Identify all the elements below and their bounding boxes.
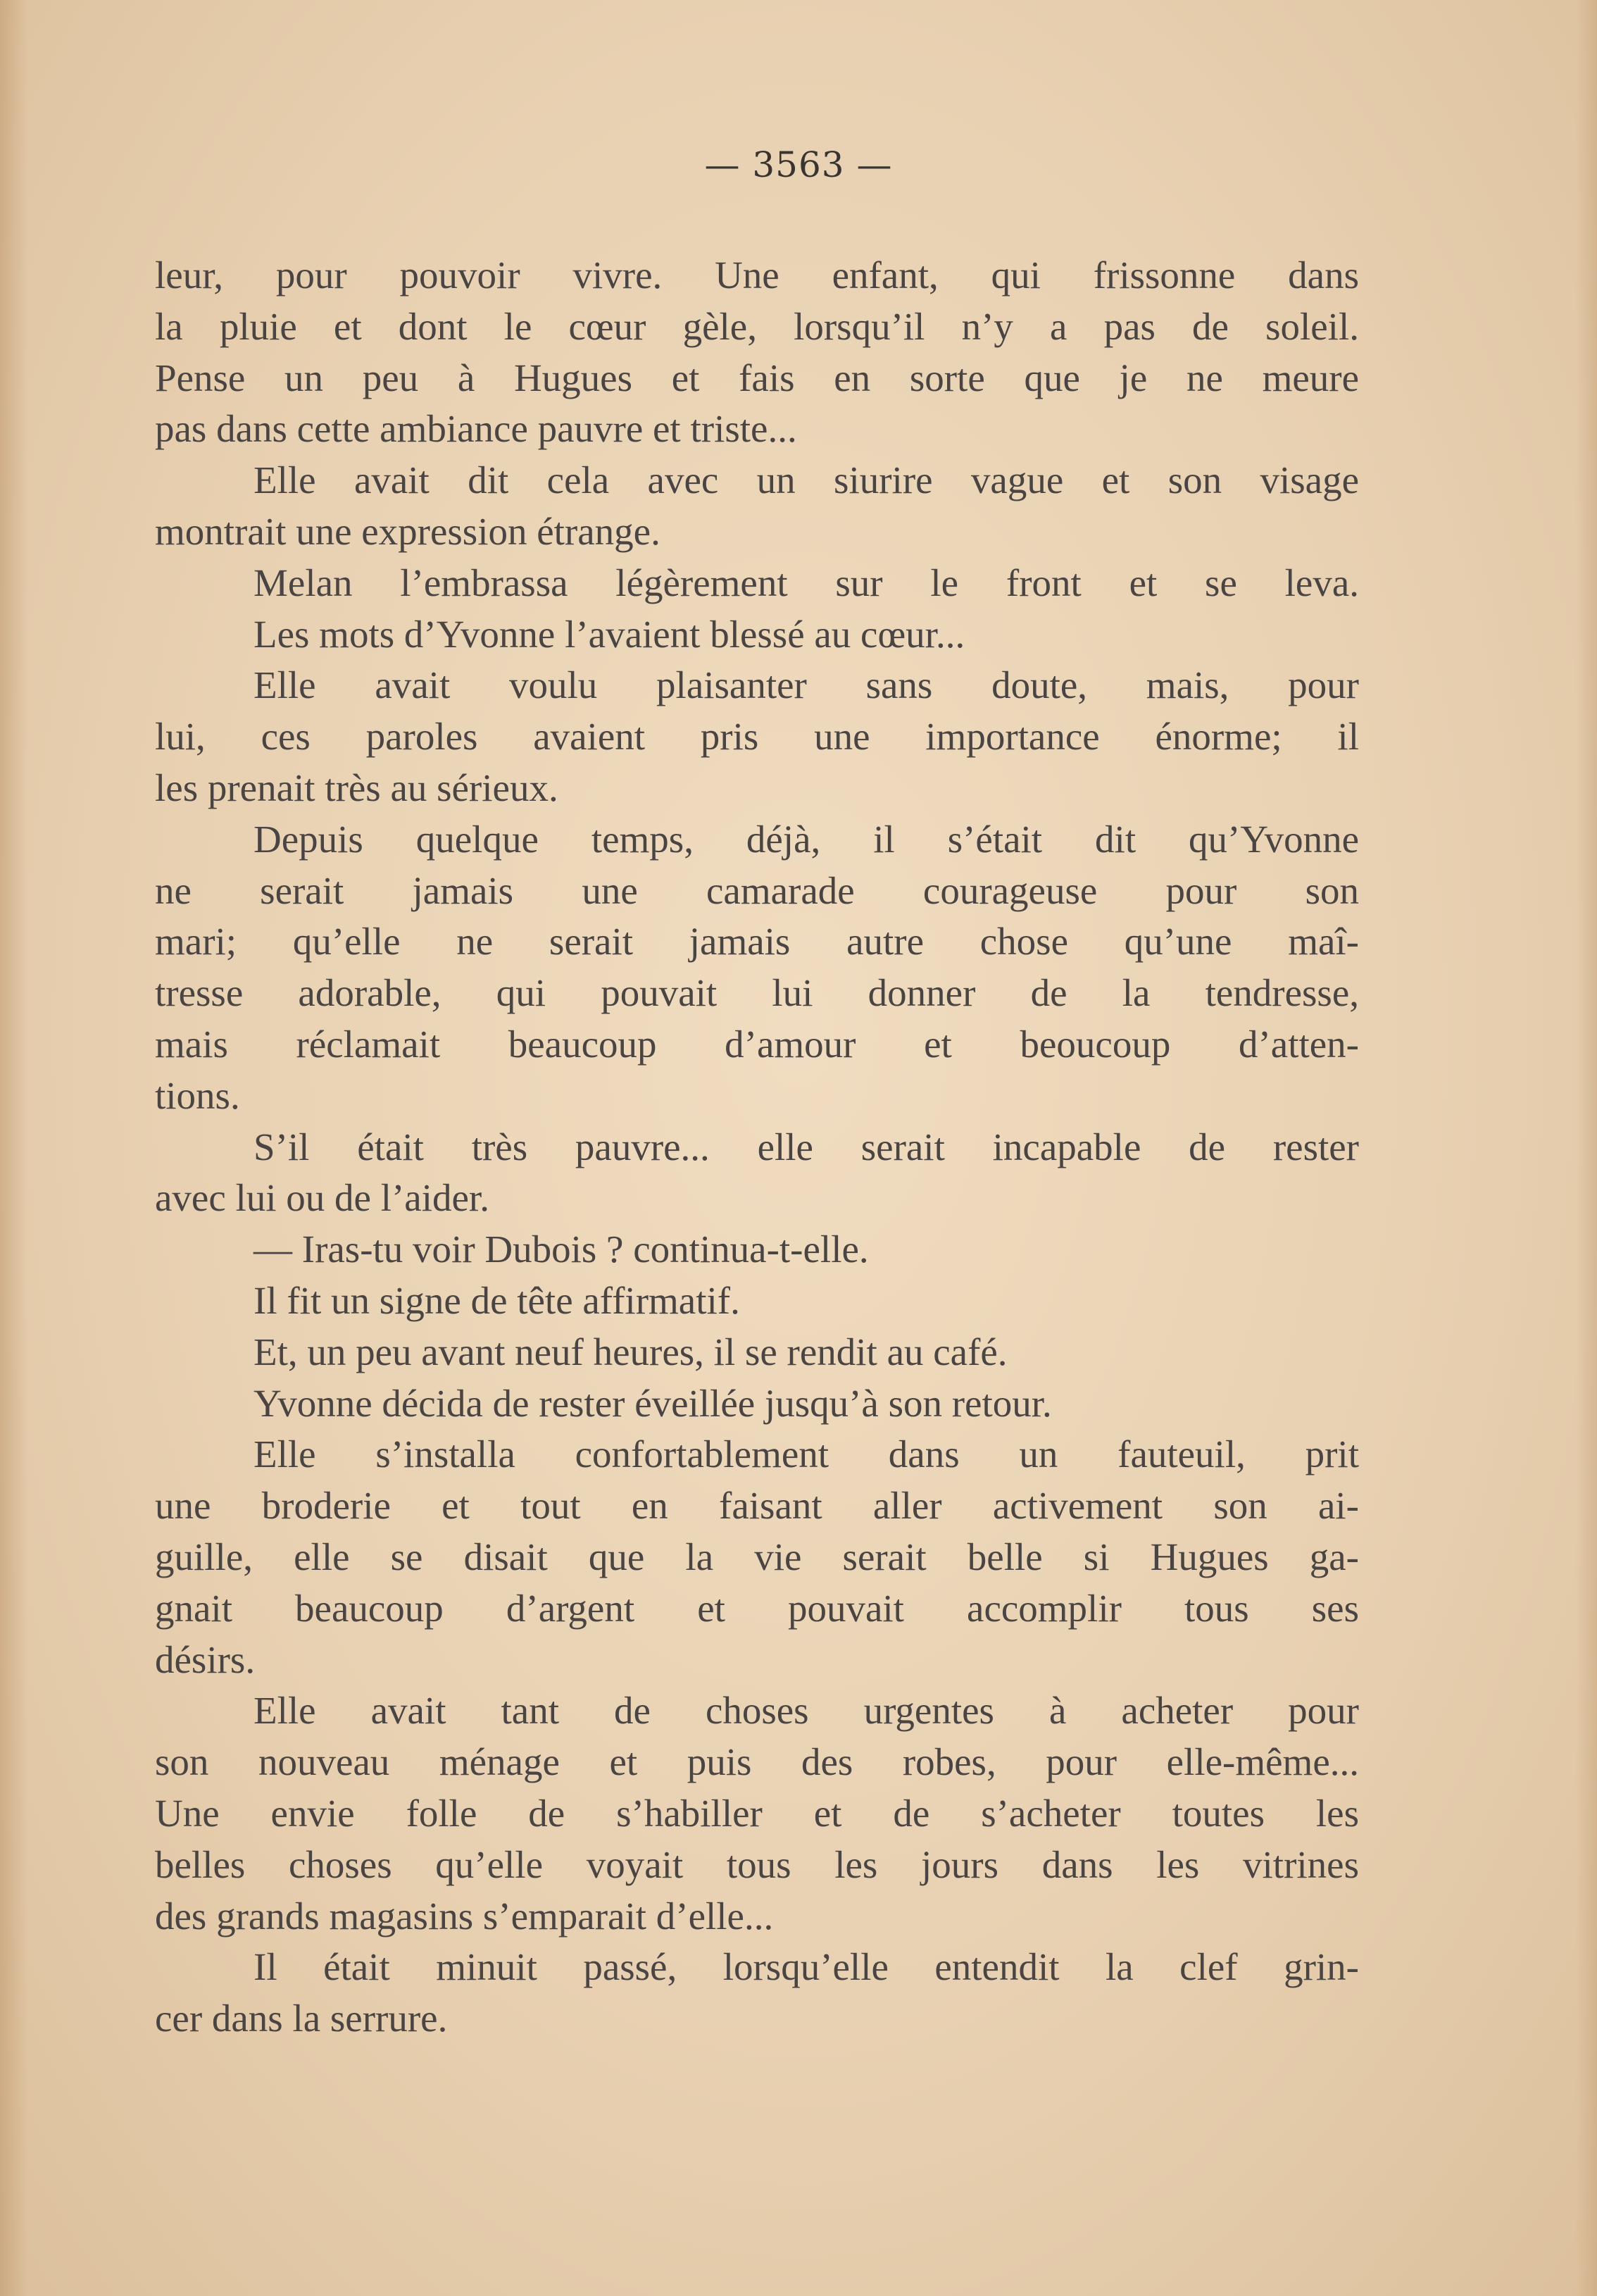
text-line: les prenait très au sérieux. [155,766,558,809]
text-line: des grands magasins s’emparait d’elle... [155,1894,774,1938]
text-line: désirs. [155,1637,256,1681]
text-line: Elle avait voulu plaisanter sans doute, mais, pour [253,663,1359,707]
text-line: belles choses qu’elle voyait tous les jours dans les vitrines [155,1842,1359,1886]
text-line: avec lui ou de l’aider. [155,1176,489,1220]
text-line: tresse adorable, qui pouvait lui donner de la tendresse, [155,971,1359,1015]
text-line: montrait une expression étrange. [155,509,660,553]
text-line: Melan l’embrassa légèrement sur le front et se leva. [253,561,1359,604]
text-line: Il fit un signe de tête affirmatif. [253,1278,740,1322]
page-number: — 3563 — [704,144,893,185]
text-line: ne serait jamais une camarade courageuse pour son [155,868,1359,912]
text-line: — Iras-tu voir Dubois ? continua-t-elle. [253,1228,869,1271]
text-line: Une envie folle de s’habiller et de s’acheter toutes les [155,1791,1359,1835]
text-line: mais réclamait beaucoup d’amour et beoucoup d’atten- [155,1022,1359,1066]
text-line: gnait beaucoup d’argent et pouvait accomplir tous ses [155,1586,1359,1630]
text-line: tions. [155,1073,240,1117]
text-line: Elle avait tant de choses urgentes à acheter pour [253,1689,1359,1733]
text-line: Elle avait dit cela avec un siurire vague et son visage [253,458,1359,502]
page-edge-shadow-right [1576,0,1597,2296]
page-edge-shadow-left [0,0,28,2296]
text-line: Et, un peu avant neuf heures, il se rendit au café. [253,1330,1008,1373]
text-line: S’il était très pauvre... elle serait incapable de rester [253,1125,1359,1168]
text-line: une broderie et tout en faisant aller activement son ai- [155,1484,1359,1528]
text-line: mari; qu’elle ne serait jamais autre chose qu’une maî- [155,920,1359,963]
text-line: lui, ces paroles avaient pris une importance énorme; il [155,715,1359,759]
text-line: Il était minuit passé, lorsqu’elle entendit la clef grin- [253,1945,1359,1989]
text-line: Les mots d’Yvonne l’avaient blessé au cœur... [253,612,965,656]
text-line: Yvonne décida de rester éveillée jusqu’à son retour. [253,1381,1052,1425]
text-line: Pense un peu à Hugues et fais en sorte que je ne meure [155,356,1359,399]
text-line: guille, elle se disait que la vie serait belle si Hugues ga- [155,1535,1359,1578]
text-line: son nouveau ménage et puis des robes, pour elle-même... [155,1740,1359,1784]
text-line: la pluie et dont le cœur gèle, lorsqu’il n’y a pas de soleil. [155,304,1359,348]
text-line: Elle s’installa confortablement dans un fauteuil, prit [253,1433,1359,1476]
text-line: pas dans cette ambiance pauvre et triste... [155,407,797,451]
text-line: leur, pour pouvoir vivre. Une enfant, qui frissonne dans [155,254,1359,297]
body-text [155,250,1359,2045]
text-line: Depuis quelque temps, déjà, il s’était dit qu’Yvonne [253,817,1359,861]
text-line: cer dans la serrure. [155,1997,448,2040]
